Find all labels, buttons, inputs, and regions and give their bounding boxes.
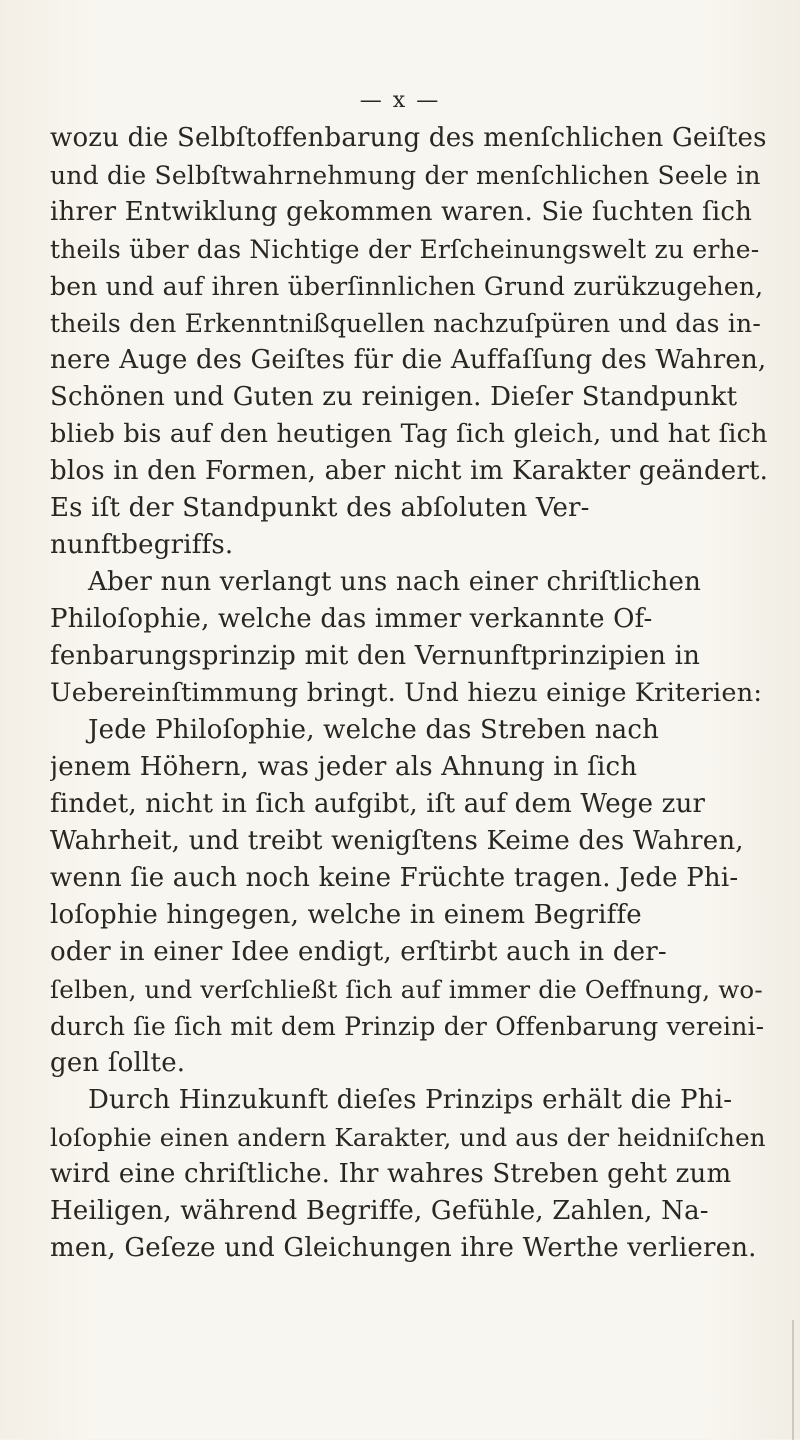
text-line: loſophie einen andern Karakter, und aus der heidniſchen [50,1123,766,1152]
text-line: ſelben, und verſchließt ſich auf immer die Oeffnung, wo- [50,975,763,1004]
text-line: durch ſie ſich mit dem Prinzip der Offenbarung vereini- [50,1012,765,1041]
text-line: findet, nicht in ſich aufgibt, iſt auf dem Wege zur [50,789,706,819]
text-line: Durch Hinzukunft dieſes Prinzips erhält die Phi- [88,1085,733,1115]
text-line: Philoſophie, welche das immer verkannte Of- [50,604,653,634]
text-line: loſophie hingegen, welche in einem Begriffe [50,900,642,930]
text-line: theils über das Nichtige der Erſcheinungswelt zu erhe- [50,235,760,264]
text-line: fenbarungsprinzip mit den Vernunftprinzipien in [50,641,701,671]
text-line: blos in den Formen, aber nicht im Karakter geändert. [50,456,769,486]
text-line: men, Geſeze und Gleichungen ihre Werthe verlieren. [50,1233,757,1263]
text-line: Aber nun verlangt uns nach einer chriſtlichen [88,567,702,597]
text-line: wozu die Selbſtoffenbarung des menſchlichen Geiſtes [50,123,767,153]
page-number: — x — [359,88,441,113]
text-line: wird eine chriſtliche. Ihr wahres Streben geht zum [50,1159,732,1189]
text-line: Uebereinſtimmung bringt. Und hiezu einige Kriterien: [50,678,763,708]
text-line: gen ſollte. [50,1048,186,1078]
text-line: blieb bis auf den heutigen Tag ſich gleich, und hat ſich [50,419,768,449]
page-edge-mark [792,1320,794,1440]
text-line: nunftbegriffs. [50,530,234,560]
text-line: jenem Höhern, was jeder als Ahnung in ſich [50,752,638,782]
text-line: oder in einer Idee endigt, erſtirbt auch in der- [50,937,667,967]
text-line: Es iſt der Standpunkt des abſoluten Ver- [50,493,590,523]
text-line: Heiligen, während Begriffe, Gefühle, Zahlen, Na- [50,1196,709,1226]
text-line: nere Auge des Geiſtes für die Auffaſſung des Wahren, [50,345,767,375]
text-line: wenn ſie auch noch keine Früchte tragen. Jede Phi- [50,863,739,893]
text-line: Schönen und Guten zu reinigen. Dieſer Standpunkt [50,382,738,412]
text-line: Jede Philoſophie, welche das Streben nach [88,715,660,745]
text-line: und die Selbſtwahrnehmung der menſchlichen Seele in [50,161,761,190]
text-line: theils den Erkenntnißquellen nachzuſpüren und das in- [50,309,761,338]
text-line: ben und auf ihren überſinnlichen Grund zurükzugehen, [50,272,764,301]
body-text [50,120,770,1267]
text-line: ihrer Entwiklung gekommen waren. Sie ſuchten ſich [50,197,753,227]
text-line: Wahrheit, und treibt wenigſtens Keime des Wahren, [50,826,744,856]
